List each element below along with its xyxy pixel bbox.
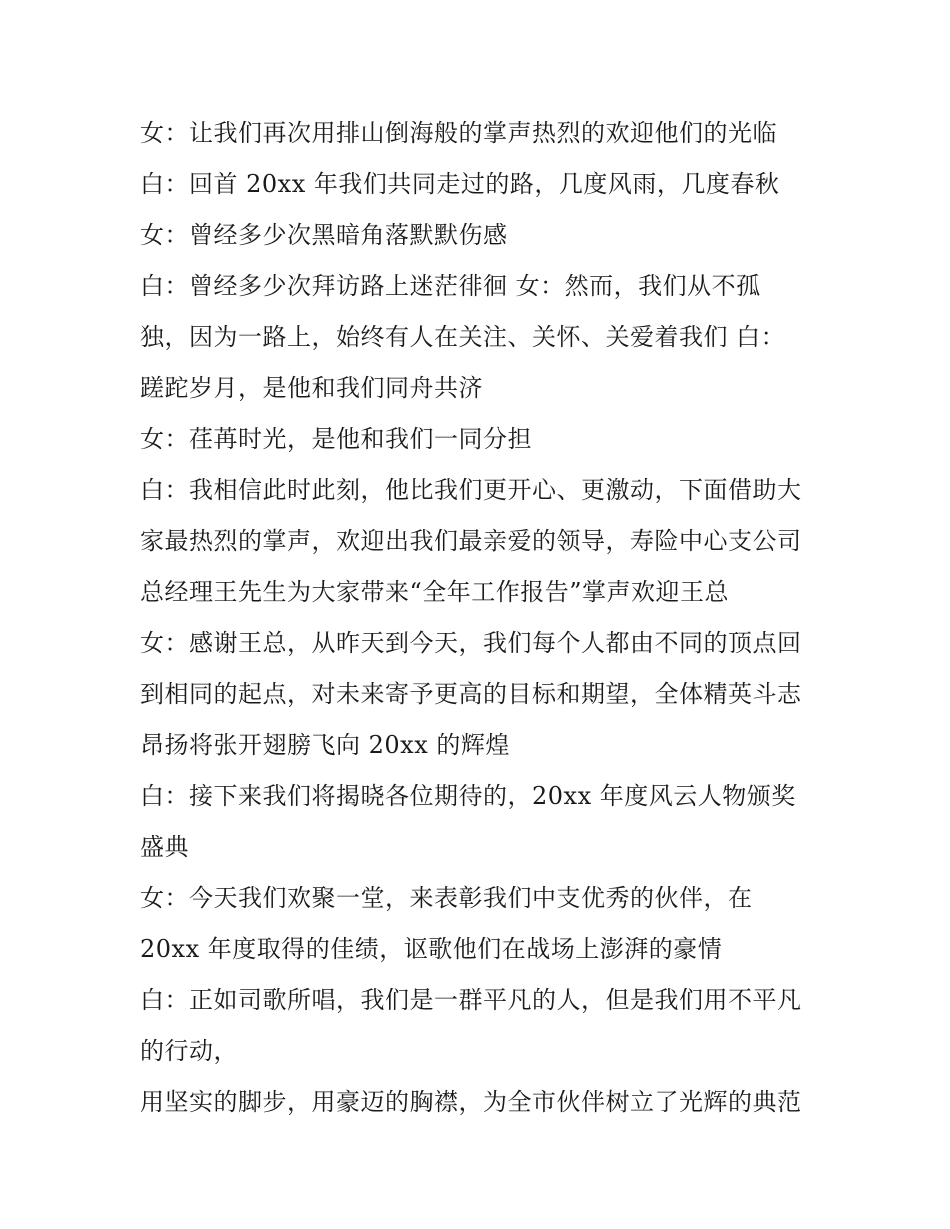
text-line: 盛典 xyxy=(140,833,189,861)
text-line: 女：感谢王总，从昨天到今天，我们每个人都由不同的顶点回 xyxy=(140,629,802,657)
text-line: 女：今天我们欢聚一堂，来表彰我们中支优秀的伙伴，在 xyxy=(140,884,753,912)
text-line: 蹉跎岁月，是他和我们同舟共济 xyxy=(140,374,483,402)
text-line: 女：曾经多少次黑暗角落默默伤感 xyxy=(140,221,508,249)
text-line: 20xx 年度取得的佳绩，讴歌他们在战场上澎湃的豪情 xyxy=(140,935,723,963)
text-line: 女：荏苒时光，是他和我们一同分担 xyxy=(140,425,532,453)
text-line: 总经理王先生为大家带来“全年工作报告”掌声欢迎王总 xyxy=(140,578,730,606)
text-line: 用坚实的脚步，用豪迈的胸襟，为全市伙伴树立了光辉的典范 xyxy=(140,1088,802,1116)
text-line: 到相同的起点，对未来寄予更高的目标和期望，全体精英斗志 xyxy=(140,680,802,708)
text-line: 独，因为一路上，始终有人在关注、关怀、关爱着我们 白： xyxy=(140,323,786,351)
text-line: 的行动， xyxy=(140,1037,238,1065)
text-line: 白：回首 20xx 年我们共同走过的路，几度风雨，几度春秋 xyxy=(140,170,780,198)
text-line: 家最热烈的掌声，欢迎出我们最亲爱的领导，寿险中心支公司 xyxy=(140,527,802,555)
text-line: 白：曾经多少次拜访路上迷茫徘徊 女：然而，我们从不孤 xyxy=(140,272,761,300)
text-line: 白：正如司歌所唱，我们是一群平凡的人，但是我们用不平凡 xyxy=(140,986,802,1014)
document-body xyxy=(140,108,820,1128)
text-line: 女：让我们再次用排山倒海般的掌声热烈的欢迎他们的光临 xyxy=(140,119,777,147)
text-line: 白：我相信此时此刻，他比我们更开心、更激动，下面借助大 xyxy=(140,476,802,504)
text-line: 白：接下来我们将揭晓各位期待的，20xx 年度风云人物颁奖 xyxy=(140,782,796,810)
text-line: 昂扬将张开翅膀飞向 20xx 的辉煌 xyxy=(140,731,510,759)
